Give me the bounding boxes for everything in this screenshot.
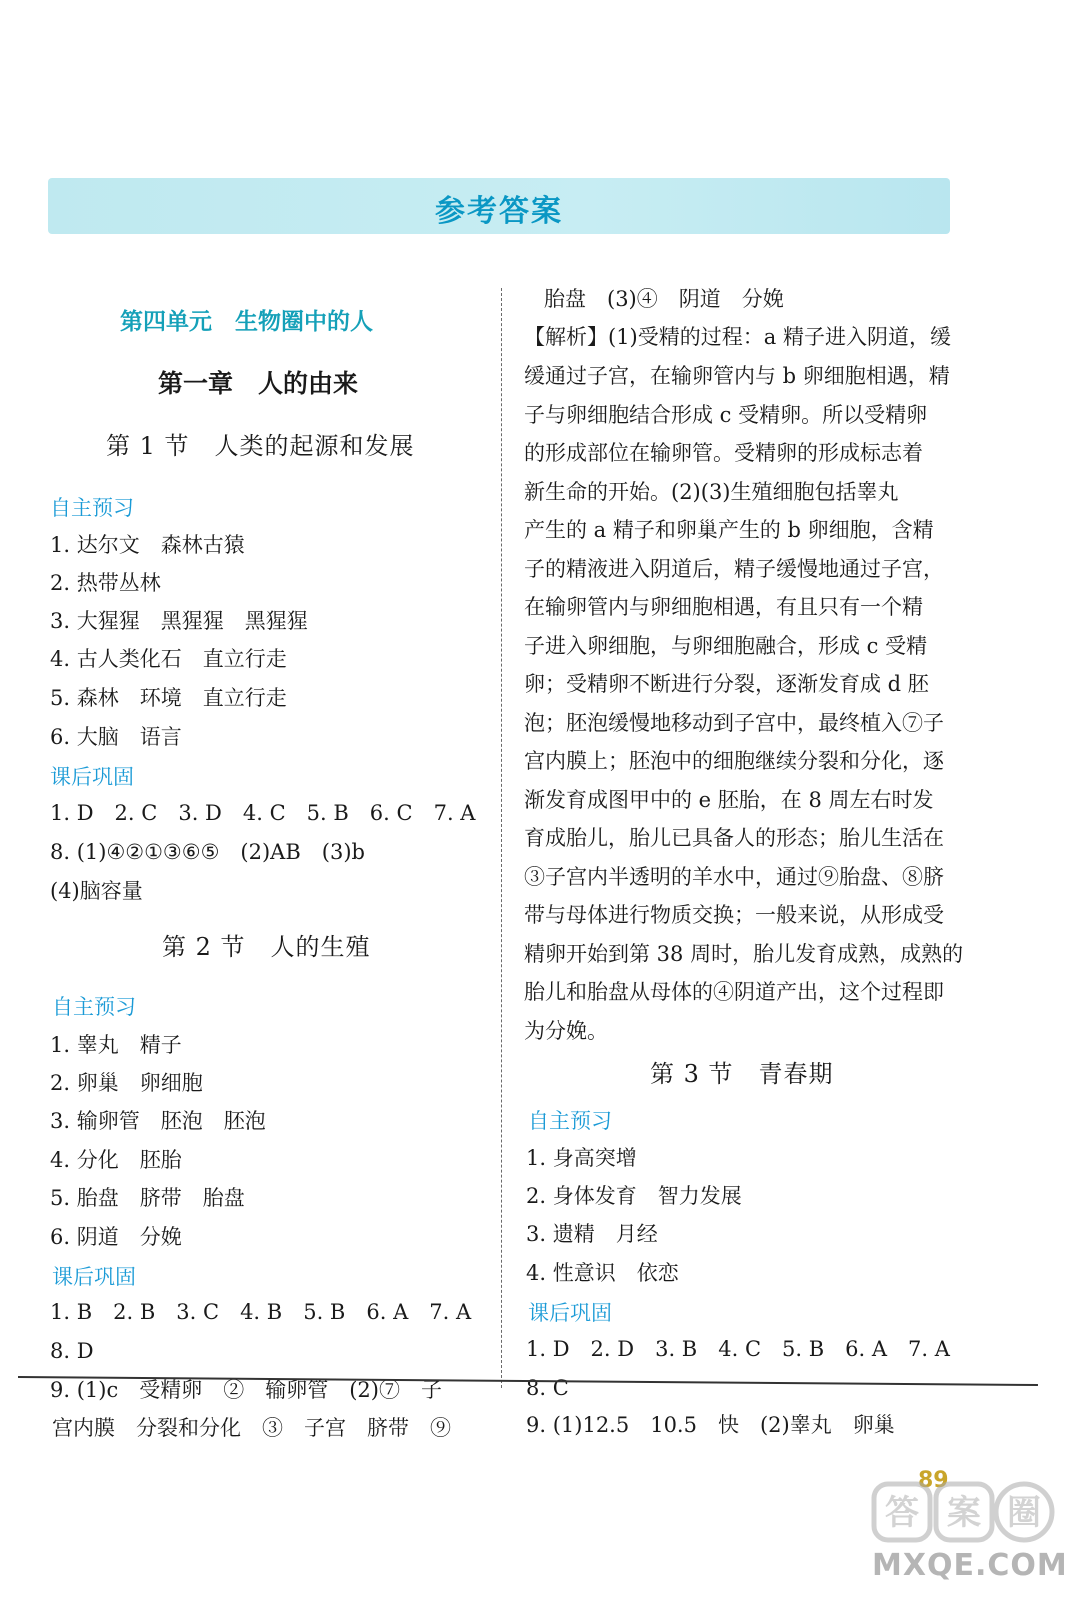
review-label-2: 课后巩固 (52, 1265, 136, 1289)
answer-line: 8. (1)④②①③⑥⑤ (2)AB (3)b (50, 840, 365, 864)
analysis-line: 宫内膜上；胚泡中的细胞继续分裂和分化，逐 (524, 749, 944, 773)
analysis-line: 渐发育成图甲中的 e 胚胎，在 8 周左右时发 (524, 788, 934, 812)
answer-line: 4. 古人类化石 直立行走 (50, 647, 287, 671)
answer-line: 1. 达尔文 森林古猿 (50, 533, 245, 557)
analysis-line: 带与母体进行物质交换；一般来说，从形成受 (524, 903, 944, 927)
answer-line: (4)脑容量 (50, 879, 143, 903)
answer-line: 1. 身高突增 (526, 1146, 637, 1170)
preview-label-2: 自主预习 (52, 995, 136, 1019)
title-banner (48, 178, 950, 234)
answer-line: 2. 卵巢 卵细胞 (50, 1071, 203, 1095)
review-label-3: 课后巩固 (528, 1301, 612, 1325)
watermark-logo-char-3: 圈 (1007, 1493, 1041, 1533)
answer-line: 3. 遗精 月经 (526, 1222, 658, 1246)
answer-line: 1. 睾丸 精子 (50, 1033, 182, 1057)
preview-label-1: 自主预习 (50, 496, 134, 520)
page-title: 参考答案 (435, 194, 563, 229)
analysis-line: 为分娩。 (524, 1019, 608, 1043)
answer-line: 1. D 2. C 3. D 4. C 5. B 6. C 7. A (50, 801, 476, 825)
analysis-line: 子与卵细胞结合形成 c 受精卵。所以受精卵 (524, 403, 928, 427)
review-label-1: 课后巩固 (50, 765, 134, 789)
answer-line: 5. 胎盘 脐带 胎盘 (50, 1186, 245, 1210)
answer-line: 宫内膜 分裂和分化 ③ 子宫 脐带 ⑨ (52, 1416, 451, 1440)
analysis-line: 缓通过子宫，在输卵管内与 b 卵细胞相遇，精 (524, 364, 950, 388)
analysis-line: 卵；受精卵不断进行分裂，逐渐发育成 d 胚 (524, 672, 929, 696)
answer-line: 2. 身体发育 智力发展 (526, 1184, 742, 1208)
answer-line: 3. 输卵管 胚泡 胚泡 (50, 1109, 266, 1133)
answer-line: 4. 分化 胚胎 (50, 1148, 182, 1172)
answer-line: 6. 大脑 语言 (50, 725, 182, 749)
watermark-logo-char-2: 案 (947, 1493, 981, 1533)
preview-label-3: 自主预习 (528, 1109, 612, 1133)
answer-line: 2. 热带丛林 (50, 571, 161, 595)
answer-line: 1. D 2. D 3. B 4. C 5. B 6. A 7. A (526, 1337, 950, 1361)
answer-line: 3. 大猩猩 黑猩猩 黑猩猩 (50, 609, 308, 633)
analysis-line: 在输卵管内与卵细胞相遇，有且只有一个精 (524, 595, 923, 619)
analysis-line: 泡；胚泡缓慢地移动到子宫中，最终植入⑦子 (524, 711, 944, 735)
analysis-line: 【解析】(1)受精的过程：a 精子进入阴道，缓 (524, 325, 951, 349)
analysis-line: 子的精液进入阴道后，精子缓慢地通过子宫， (524, 557, 944, 581)
answer-line: 9. (1)12.5 10.5 快 (2)睾丸 卵巢 (526, 1413, 895, 1437)
answer-line: 6. 阴道 分娩 (50, 1225, 182, 1249)
section-1-title: 第 1 节 人类的起源和发展 (106, 432, 415, 460)
answer-line: 5. 森林 环境 直立行走 (50, 686, 287, 710)
analysis-line: ③子宫内半透明的羊水中，通过⑨胎盘、⑧脐 (524, 865, 944, 889)
analysis-line: 胎儿和胎盘从母体的④阴道产出，这个过程即 (524, 980, 944, 1004)
answer-continuation: 胎盘 (3)④ 阴道 分娩 (544, 287, 784, 311)
analysis-line: 子进入卵细胞，与卵细胞融合，形成 c 受精 (524, 634, 928, 658)
page-number: 89 (918, 1468, 949, 1493)
answer-line: 8. D (50, 1339, 94, 1363)
unit-heading: 第四单元 生物圈中的人 (120, 309, 373, 335)
chapter-heading: 第一章 人的由来 (158, 369, 359, 398)
answer-line: 8. C (526, 1376, 569, 1400)
section-3-title: 第 3 节 青春期 (650, 1060, 834, 1088)
answer-line: 1. B 2. B 3. C 4. B 5. B 6. A 7. A (50, 1300, 472, 1324)
section-2-title: 第 2 节 人的生殖 (162, 933, 371, 961)
watermark-text: MXQE.COM (872, 1548, 1068, 1583)
watermark-logo-char-1: 答 (885, 1493, 919, 1533)
column-divider (501, 288, 502, 1388)
analysis-line: 育成胎儿，胎儿已具备人的形态；胎儿生活在 (524, 826, 944, 850)
analysis-line: 精卵开始到第 38 周时，胎儿发育成熟，成熟的 (524, 942, 964, 966)
answer-line: 9. (1)c 受精卵 ② 输卵管 (2)⑦ 子 (50, 1378, 442, 1402)
analysis-line: 的形成部位在输卵管。受精卵的形成标志着 (524, 441, 923, 465)
answer-line: 4. 性意识 依恋 (526, 1261, 679, 1285)
analysis-line: 新生命的开始。(2)(3)生殖细胞包括睾丸 (524, 480, 899, 504)
analysis-line: 产生的 a 精子和卵巢产生的 b 卵细胞，含精 (524, 518, 934, 542)
